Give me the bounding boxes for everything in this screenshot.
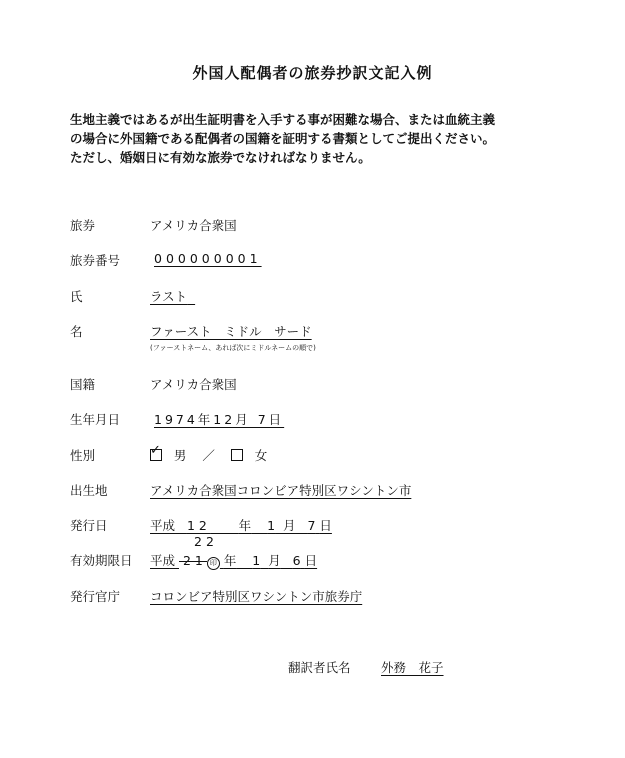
translator-name: 外務 花子 — [381, 660, 444, 675]
field-value: ラスト — [150, 289, 188, 304]
field-issue-date — [0, 516, 625, 536]
field-value: アメリカ合衆国 — [150, 218, 237, 233]
struck-year: 21 — [179, 553, 207, 568]
field-value: 000000001 — [154, 251, 262, 266]
field-birth-date — [0, 410, 625, 430]
field-value: 平成 12 年 1 月 7 日 — [150, 518, 332, 533]
field-label: 名 — [70, 324, 83, 339]
field-value: アメリカ合衆国コロンビア特別区ワシントン市 — [150, 483, 412, 498]
expiry-year-correction: 22 — [194, 534, 218, 549]
intro-line-1: 生地主義ではあるが出生証明書を入手する事が困難な場合、または血統主義 — [70, 112, 496, 127]
field-label: 生年月日 — [70, 412, 121, 427]
intro-paragraph — [70, 110, 610, 167]
field-value: 平成 21 印 年 1 月 6 日 — [150, 553, 318, 568]
field-label: 国籍 — [70, 377, 96, 392]
field-label: 発行日 — [70, 518, 108, 533]
sex-options — [150, 443, 268, 464]
field-value: コロンビア特別区ワシントン市旅券庁 — [150, 589, 363, 604]
field-value: アメリカ合衆国 — [150, 377, 237, 392]
field-label: 発行官庁 — [70, 589, 121, 604]
intro-line-2: の場合に外国籍である配偶者の国籍を証明する書類としてご提出ください。 — [70, 131, 496, 146]
field-passport-number — [0, 251, 625, 271]
field-label: 有効期限日 — [70, 553, 133, 568]
field-passport — [0, 216, 625, 236]
field-issuing-authority — [0, 587, 625, 607]
translator-label: 翻訳者氏名 — [288, 660, 351, 675]
female-label: 女 — [254, 448, 268, 463]
field-value: 1974年12月 7日 — [154, 412, 285, 427]
field-label: 性別 — [70, 448, 96, 463]
field-label: 旅券 — [70, 218, 96, 233]
sex-separator: ／ — [202, 448, 215, 463]
given-name-note: (ファーストネーム、あれば次にミドルネームの順で) — [150, 344, 316, 352]
female-checkbox — [231, 449, 243, 461]
document-title: 外国人配偶者の旅券抄訳文記入例 — [192, 64, 433, 82]
checkmark-icon: ✓ — [150, 443, 161, 458]
field-expiry-date — [0, 551, 625, 571]
field-given-name — [0, 322, 625, 342]
intro-line-3: ただし、婚姻日に有効な旅券でなければなりません。 — [70, 150, 371, 165]
field-surname — [0, 287, 625, 307]
seal-stamp: 印 — [207, 557, 220, 570]
male-checkbox — [150, 443, 162, 461]
field-label: 旅券番号 — [70, 253, 121, 268]
field-label: 出生地 — [70, 483, 108, 498]
male-label: 男 — [173, 448, 187, 463]
field-label: 氏 — [70, 289, 83, 304]
field-sex — [0, 443, 625, 466]
field-value: ファースト ミドル サード — [150, 324, 312, 339]
field-birthplace — [0, 481, 625, 501]
field-nationality — [0, 375, 625, 395]
